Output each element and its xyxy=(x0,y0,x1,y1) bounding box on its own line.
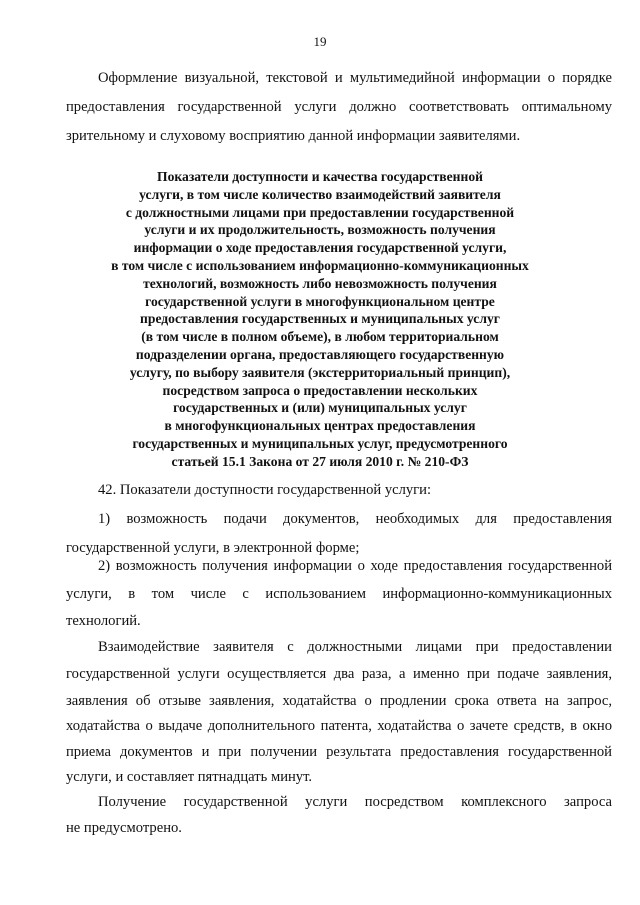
interaction-paragraph-line: приема документов и при получении результата предоставления государственной xyxy=(66,744,612,760)
item-42: 42. Показатели доступности государственной услуги: xyxy=(98,482,432,498)
heading-line: подразделении органа, предоставляющего государственную xyxy=(135,346,505,362)
heading-line: предоставления государственных и муниципальных услуг xyxy=(140,311,500,327)
heading-line: с должностными лицами при предоставлении государственной xyxy=(125,204,515,220)
section-heading xyxy=(60,168,580,471)
heading-line: Показатели доступности и качества государственной xyxy=(157,169,483,184)
intro-paragraph-line: предоставления государственной услуги должно соответствовать оптимальному xyxy=(66,99,612,115)
heading-line: услуги и их продолжительность, возможность получения xyxy=(144,222,496,238)
heading-line: государственных и муниципальных услуг, предусмотренного xyxy=(132,435,508,451)
heading-line: государственных и (или) муниципальных услуг xyxy=(173,400,467,416)
interaction-paragraph-line: услуги, и составляет пятнадцать минут. xyxy=(66,769,313,785)
complex-request-paragraph-line: Получение государственной услуги посредством комплексного запроса xyxy=(98,794,612,810)
heading-line: посредством запроса о предоставлении нескольких xyxy=(162,382,478,398)
subitem-2-line: технологий. xyxy=(66,613,141,629)
heading-line: в многофункциональных центрах предоставления xyxy=(164,418,476,434)
subitem-2-line: 2) возможность получения информации о ходе предоставления государственной xyxy=(98,558,612,574)
interaction-paragraph-line: Взаимодействие заявителя с должностными лицами при предоставлении xyxy=(98,639,612,655)
interaction-paragraph-line: ходатайства о выдаче дополнительного патента, ходатайства о зачете средств, в окно xyxy=(66,718,612,734)
heading-line: в том числе с использованием информационно-коммуникационных xyxy=(111,257,529,273)
interaction-paragraph-line: государственной услуги осуществляется два раза, а именно при подаче заявления, xyxy=(66,666,612,682)
heading-line: (в том числе в полном объеме), в любом территориальном xyxy=(141,329,499,345)
intro-paragraph-line: зрительному и слуховому восприятию данной информации заявителями. xyxy=(66,128,521,144)
subitem-2-line: услуги, в том числе с использованием информационно-коммуникационных xyxy=(66,586,612,602)
heading-line: государственной услуги в многофункциональном центре xyxy=(145,293,495,309)
interaction-paragraph-line: заявления об отзыве заявления, ходатайства о продлении срока ответа на запрос, xyxy=(66,693,612,709)
subitem-1-line: 1) возможность подачи документов, необходимых для предоставления xyxy=(98,511,612,527)
heading-line: статьей 15.1 Закона от 27 июля 2010 г. № 210-ФЗ xyxy=(171,453,469,469)
complex-request-paragraph-line: не предусмотрено. xyxy=(66,820,182,836)
subitem-1-line: государственной услуги, в электронной форме; xyxy=(66,540,360,556)
heading-line: информации о ходе предоставления государственной услуги, xyxy=(133,240,507,256)
heading-line: услугу, по выбору заявителя (экстерриториальный принцип), xyxy=(129,364,511,380)
heading-line: услуги, в том числе количество взаимодействий заявителя xyxy=(139,186,501,202)
heading-line: технологий, возможность либо невозможность получения xyxy=(143,275,497,291)
page-number: 19 xyxy=(313,34,327,49)
intro-paragraph-line: Оформление визуальной, текстовой и мультимедийной информации о порядке xyxy=(98,70,612,86)
